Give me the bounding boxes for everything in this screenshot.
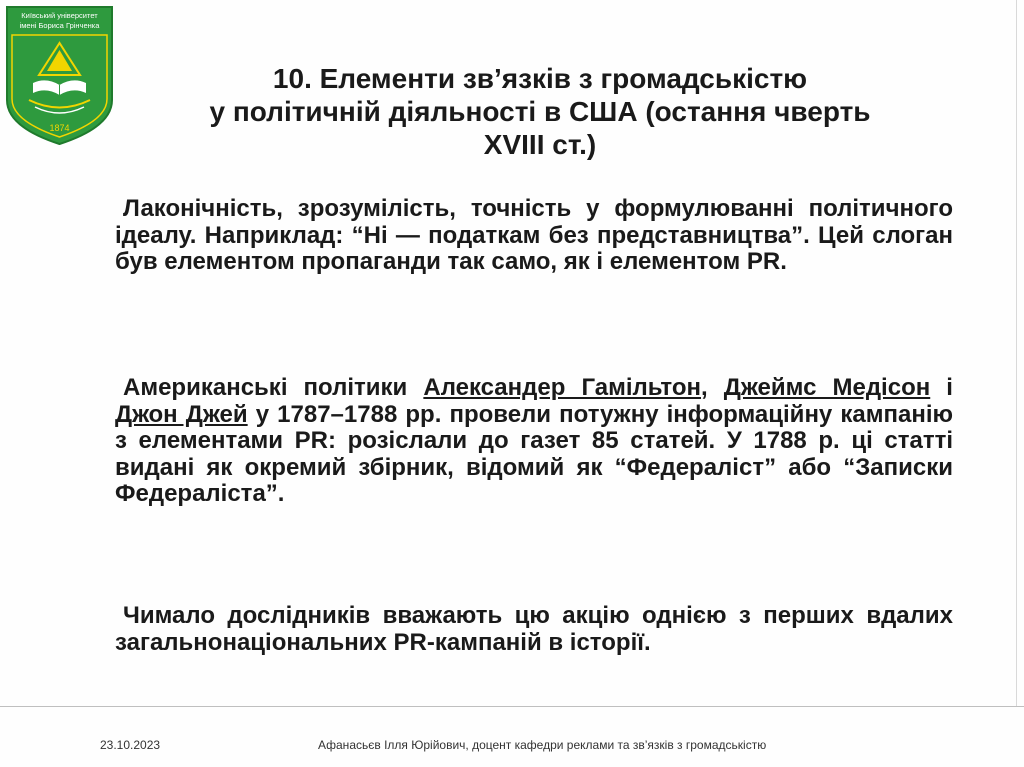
logo-year: 1874: [49, 123, 70, 133]
footer-divider: [0, 706, 1024, 707]
title-line-2: у політичній діяльності в США (остання чверть: [209, 96, 871, 127]
separator: ,: [701, 374, 724, 401]
link-hamilton[interactable]: Александер Гамільтон: [423, 374, 701, 401]
link-jay[interactable]: Джон Джей: [115, 400, 248, 428]
paragraph-2: [115, 375, 953, 508]
paragraph-3-text: Чимало дослідників вважають цю акцію однією з перших вдалих загальнонаціональних PR-кампаній в історії.: [115, 602, 953, 656]
paragraph-3: [115, 603, 953, 656]
logo-top-text-line2: імені Бориса Грінченка: [19, 21, 100, 30]
slide-border-right: [1016, 0, 1017, 706]
title-line-3: XVIII ст.): [483, 129, 597, 160]
footer-author: Афанасьєв Ілля Юрійович, доцент кафедри реклами та зв’язків з громадськістю: [318, 738, 767, 752]
paragraph-2-start: Американські політики: [123, 374, 424, 401]
paragraph-1-text: Лаконічність, зрозумілість, точність у формулюванні політичного ідеалу. Наприклад: “Ні — податкам без представництва”. Цей слоган був елементом пропаганди так само, як і елементом PR.: [115, 195, 953, 275]
separator: і: [930, 374, 953, 401]
link-madison[interactable]: Джеймс Медісон: [723, 374, 931, 401]
title-line-1: 10. Елементи зв’язків з громадськістю: [272, 63, 808, 94]
logo-top-text-line1: Київський університет: [21, 11, 98, 20]
slide-title: [130, 62, 950, 161]
paragraph-1: [115, 196, 953, 276]
paragraph-2-rest: у 1787–1788 рр. провели потужну інформаційну кампанію з елементами PR: розіслали до газет 85 статей. У 1788 р. ці статті видані як окремий збірник, відомий як “Федераліст” або “Записки Федераліста”.: [115, 400, 953, 507]
university-logo: [5, 5, 114, 146]
footer-date: 23.10.2023: [100, 738, 161, 752]
